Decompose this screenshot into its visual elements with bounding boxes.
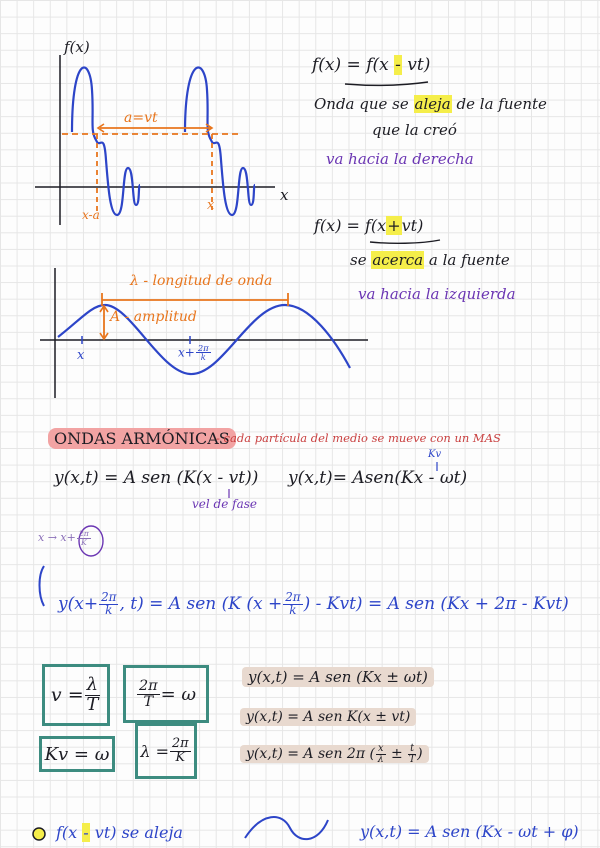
kv-note: Kv	[428, 449, 442, 460]
harmonic-title-text: ONDAS ARMÓNICAS	[48, 428, 236, 449]
summary-eq-3	[240, 744, 429, 765]
long-eq-p2: , t) = A sen (K (x +	[119, 593, 283, 614]
graph2-shift-prefix: x+	[178, 345, 195, 360]
eq1-prefix: f(x) = f(x	[312, 55, 395, 75]
box-wavelength	[135, 723, 197, 779]
summary-s3-prefix: y(x,t) = A sen 2π	[246, 746, 366, 763]
box-angular-frequency	[123, 665, 209, 723]
summary-s3-mid: ±	[386, 746, 408, 763]
box4-num: 2π	[172, 735, 189, 751]
long-eq-f2n: 2π	[285, 590, 301, 604]
bottom-sign: -	[83, 823, 89, 842]
box4-den: K	[175, 749, 186, 765]
graph1-x-label: x	[280, 186, 289, 204]
note-line3-a: se	[350, 251, 372, 269]
note-moves-away	[314, 95, 547, 113]
graph2-frac-num: 2π	[197, 343, 209, 353]
long-eq-f1d: k	[105, 602, 113, 617]
graph2-shift-tick	[178, 344, 212, 362]
periodicity-equation	[58, 592, 569, 617]
graph2-frac-den: k	[200, 352, 206, 363]
graph2-lambda-label: λ - longitud de onda	[130, 273, 273, 289]
graph2-amplitude-label: A - amplitud	[110, 309, 197, 325]
harmonic-eq-right: y(x,t)= Asen(Kx - ωt)	[288, 468, 468, 488]
eq2-suffix: vt)	[401, 216, 424, 235]
bottom-a: f(x	[56, 823, 83, 842]
note-line3-highlight: acerca	[372, 251, 424, 269]
graph1-x-mark: x	[207, 198, 215, 213]
summary-s3-n1: x	[377, 743, 384, 754]
eq1-suffix: vt)	[401, 55, 431, 75]
note-line1-b: de la fuente	[451, 95, 547, 113]
sub-prefix: x → x+	[38, 531, 76, 545]
long-eq-f2d: k	[289, 602, 297, 617]
box2-right: = ω	[160, 683, 197, 705]
box2-num: 2π	[138, 678, 158, 695]
sub-den: K	[80, 537, 87, 547]
eq1-sign: -	[395, 55, 401, 75]
box4-left: λ =	[140, 741, 170, 761]
graph1-x-minus-a: x-a	[82, 208, 100, 222]
harmonic-title	[48, 429, 236, 448]
substitution-note	[38, 530, 92, 546]
box3: Kv = ω	[44, 743, 110, 765]
long-eq-p3: ) - Kvt) = A sen (Kx + 2π - Kvt)	[303, 593, 569, 614]
box1-den: T	[86, 693, 99, 715]
long-eq-f1n: 2π	[101, 590, 117, 604]
box-velocity	[42, 664, 110, 726]
summary-s3-d1: λ	[377, 753, 384, 765]
box1-num: λ	[86, 674, 99, 696]
harmonic-description: - cada partícula del medio se mueve con un MAS	[216, 431, 501, 445]
summary-s1: y(x,t) = A sen (Kx ± ωt)	[242, 667, 434, 687]
summary-eq-1	[242, 668, 434, 686]
bottom-note	[56, 823, 183, 842]
note-direction-left: va hacia la izquierda	[358, 285, 516, 303]
graph1-y-label: f(x)	[64, 38, 90, 56]
eq2-sign: +	[387, 216, 401, 235]
note-line2: que la creó	[372, 121, 457, 139]
summary-s3-n2: t	[410, 743, 415, 754]
sub-num: 2π	[78, 529, 89, 538]
bottom-b: vt) se aleja	[89, 823, 183, 842]
summary-s3-d2: T	[408, 753, 416, 765]
eq2-prefix: f(x) = f(x	[314, 216, 387, 235]
box-kv-omega	[39, 736, 115, 772]
summary-s2: y(x,t) = A sen K(x ± vt)	[240, 708, 416, 726]
note-line3-b: a la fuente	[424, 251, 510, 269]
note-moves-closer	[350, 251, 510, 269]
graph2-x-tick: x	[77, 348, 85, 363]
eq-travel-right	[312, 55, 430, 75]
note-line1-a: Onda que se	[314, 95, 414, 113]
summary-eq-2	[240, 709, 416, 725]
summary-s3-wrap: y(x,t) = A sen 2π ( $\frac{x}{\lambda}$ ± $\frac{t}{T}$ )	[240, 745, 429, 763]
bottom-equation: y(x,t) = A sen (Kx - ωt + φ)	[360, 822, 579, 841]
box1-left: v =	[50, 684, 84, 706]
eq-travel-left	[314, 216, 423, 235]
phase-velocity-note: vel de fase	[192, 497, 257, 511]
box2-den: T	[143, 693, 154, 710]
graph1-shift-label: a=vt	[124, 110, 158, 126]
note-line1-highlight: aleja	[414, 95, 451, 113]
note-direction-right: va hacia la derecha	[326, 150, 474, 168]
long-eq-p1: y(x+	[58, 593, 99, 614]
harmonic-eq-left: y(x,t) = A sen (K(x - vt))	[54, 468, 259, 488]
